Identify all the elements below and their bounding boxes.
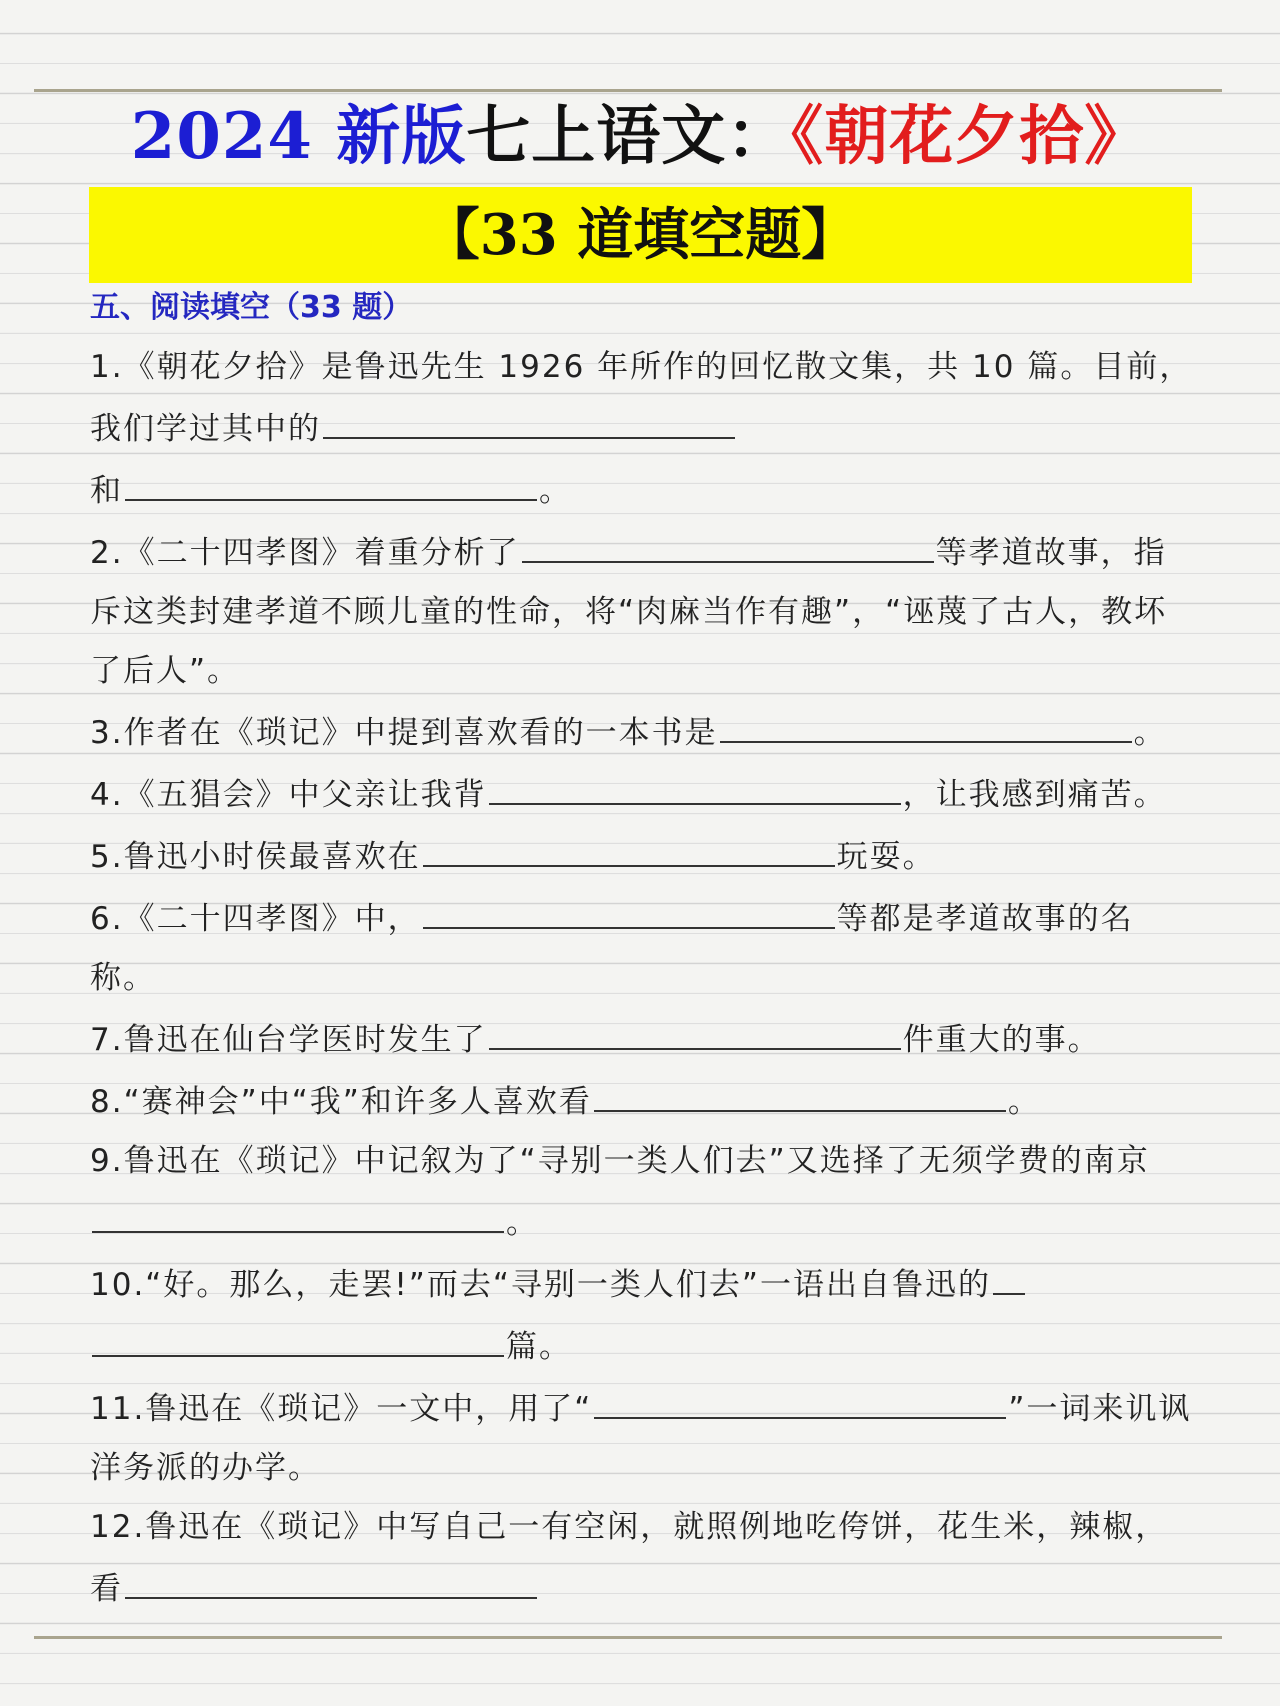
- question-text: 8.“赛神会”中“我”和许多人喜欢看: [90, 1084, 592, 1120]
- question-text: 5.鲁迅小时侯最喜欢在: [90, 839, 421, 875]
- question-text: 和: [90, 473, 123, 509]
- answer-blank[interactable]: [323, 397, 735, 439]
- question-text: 件重大的事。: [902, 1022, 1101, 1058]
- answer-blank[interactable]: [522, 521, 934, 563]
- question-text: 1.《朝花夕拾》是鲁迅先生 1926 年所作的回忆散文集，共 10 篇。目前，我们学过其中的: [90, 349, 1193, 447]
- question-12: [90, 1498, 1196, 1619]
- answer-blank[interactable]: [993, 1253, 1025, 1295]
- question-text: ”一词来讥讽洋务派的办学。: [90, 1391, 1192, 1486]
- answer-blank[interactable]: [125, 459, 537, 501]
- question-5: [90, 825, 1196, 887]
- answer-blank[interactable]: [594, 1377, 1006, 1419]
- question-11: [90, 1377, 1196, 1498]
- question-text: 等都是孝道故事的名称。: [90, 901, 1134, 996]
- answer-blank[interactable]: [489, 1008, 901, 1050]
- answer-blank[interactable]: [423, 887, 835, 929]
- page-title: [0, 92, 1280, 182]
- answer-blank[interactable]: [423, 825, 835, 867]
- question-text: 4.《五猖会》中父亲让我背: [90, 777, 487, 813]
- question-text: 等孝道故事，指斥这类封建孝道不顾儿童的性命，将“肉麻当作有趣”，“诬蔑了古人，教坏了后人”。: [90, 535, 1168, 689]
- question-10: [90, 1253, 1196, 1377]
- question-text: 玩耍。: [836, 839, 936, 875]
- answer-blank[interactable]: [92, 1191, 504, 1233]
- question-text: 。: [539, 473, 572, 509]
- question-3: [90, 701, 1196, 763]
- question-list: [90, 338, 1196, 1619]
- section-heading: 五、阅读填空（33 题）: [90, 290, 413, 325]
- question-text: 10.“好。那么，走罢!”而去“寻别一类人们去”一语出自鲁迅的: [90, 1267, 991, 1303]
- question-8: [90, 1070, 1196, 1132]
- question-text: 。: [506, 1205, 539, 1241]
- question-text: ，让我感到痛苦。: [902, 777, 1167, 813]
- question-text: 篇。: [506, 1329, 572, 1365]
- question-text: 。: [1007, 1084, 1041, 1120]
- question-2: [90, 521, 1196, 701]
- question-1: [90, 338, 1196, 521]
- answer-blank[interactable]: [720, 701, 1132, 743]
- question-text: 12.鲁迅在《琐记》中写自己一有空闲，就照例地吃侉饼，花生米，辣椒，看: [90, 1509, 1169, 1607]
- question-text: 3.作者在《琐记》中提到喜欢看的一本书是: [90, 715, 718, 751]
- bottom-rule: [34, 1636, 1222, 1639]
- question-text: 7.鲁迅在仙台学医时发生了: [90, 1022, 487, 1058]
- answer-blank[interactable]: [92, 1315, 504, 1357]
- question-4: [90, 763, 1196, 825]
- answer-blank[interactable]: [489, 763, 901, 805]
- question-6: [90, 887, 1196, 1008]
- question-text: 9.鲁迅在《琐记》中记叙为了“寻别一类人们去”又选择了无须学费的南京: [90, 1143, 1150, 1179]
- question-9: [90, 1132, 1196, 1253]
- question-text: 6.《二十四孝图》中，: [90, 901, 421, 937]
- title-book: 《朝花夕拾》: [791, 99, 1150, 174]
- question-text: 。: [1133, 715, 1167, 751]
- question-7: [90, 1008, 1196, 1070]
- question-text: 2.《二十四孝图》着重分析了: [90, 535, 520, 571]
- answer-blank[interactable]: [594, 1070, 1006, 1112]
- answer-blank[interactable]: [125, 1557, 537, 1599]
- question-text: 11.鲁迅在《琐记》一文中，用了“: [90, 1391, 593, 1427]
- banner-heading: 【33 道填空题】: [89, 187, 1192, 283]
- title-subject: 七上语文：: [466, 99, 792, 174]
- title-edition: 2024 新版: [130, 99, 467, 174]
